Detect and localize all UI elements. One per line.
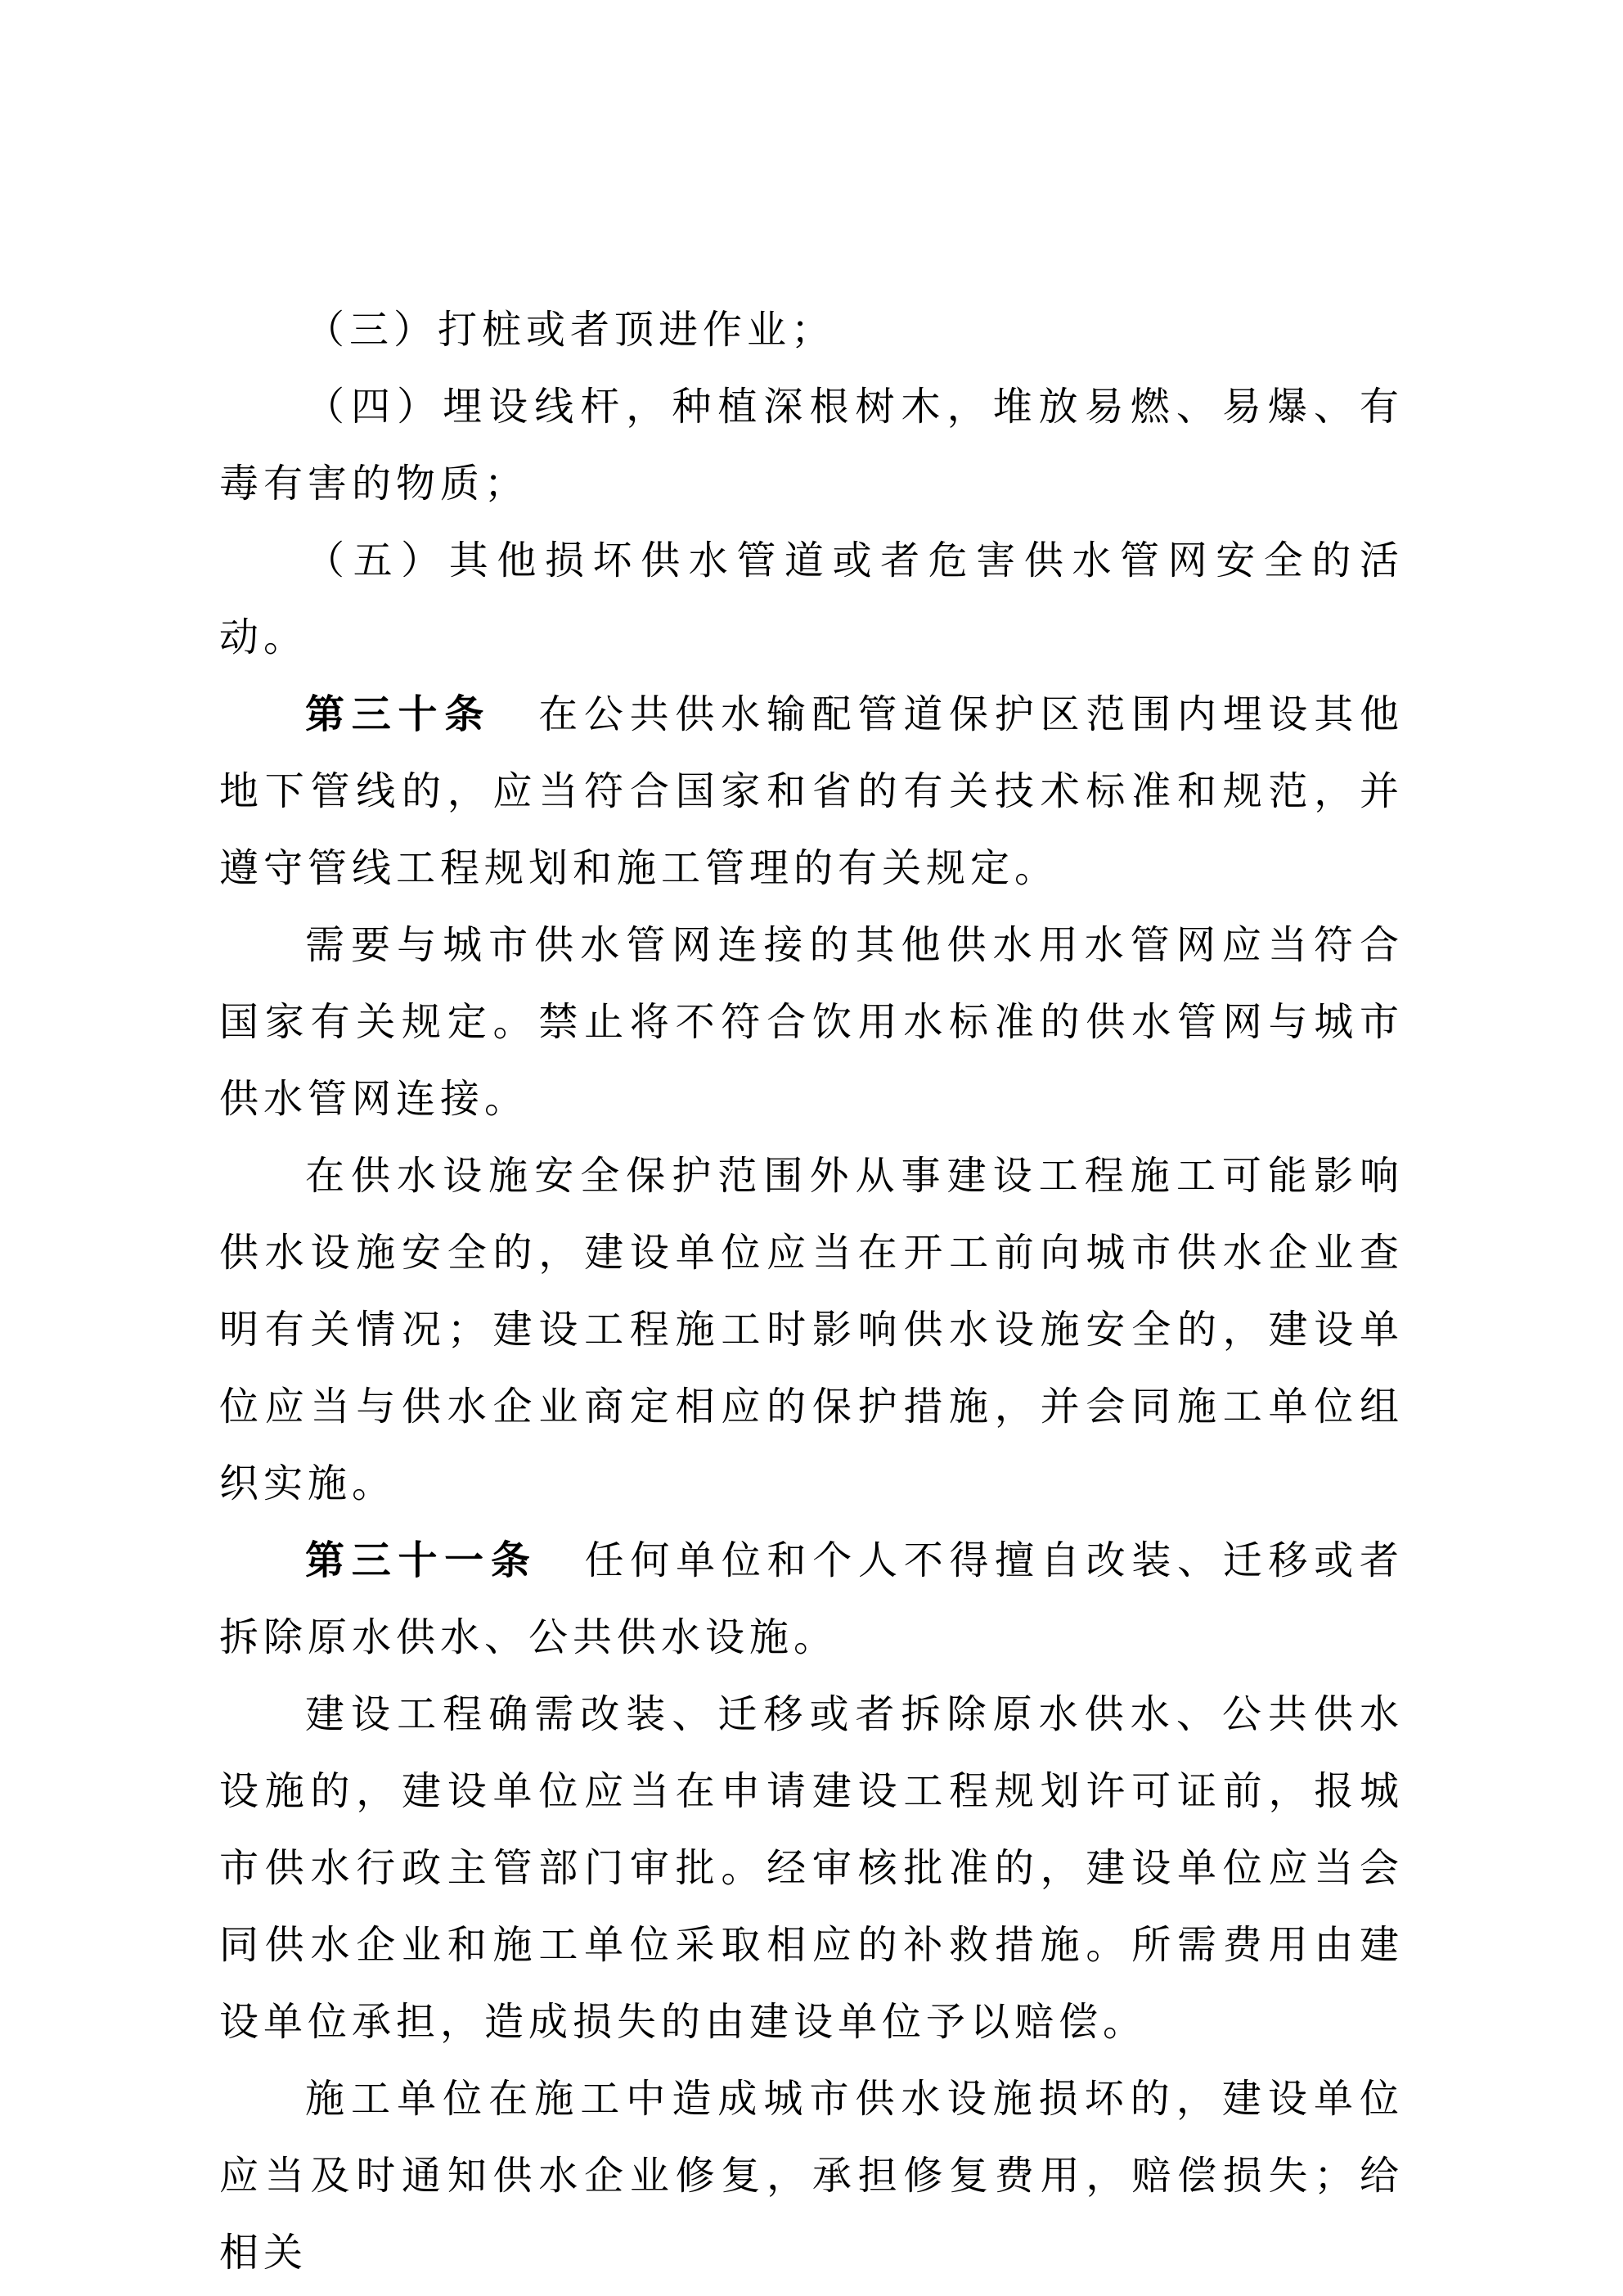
paragraph-text: 施工单位在施工中造成城市供水设施损坏的，建设单位应当及时通知供水企业修复，承担修复费用，赔偿损失；给相关: [219, 2078, 1404, 2275]
paragraph-text: （五）其他损坏供水管道或者危害供水管网安全的活动。: [219, 539, 1404, 660]
paragraph: [219, 369, 1404, 523]
article-number: 第三十条: [305, 693, 492, 736]
paragraph: [219, 292, 1404, 369]
paragraph: [219, 907, 1404, 1138]
paragraph-text: （三）打桩或者顶进作业；: [305, 308, 836, 352]
paragraph-text: 在供水设施安全保护范围外从事建设工程施工可能影响供水设施安全的，建设单位应当在开工前向城市供水企业查明有关情况；建设工程施工时影响供水设施安全的，建设单位应当与供水企业商定相应的保护措施，并会同施工单位组织实施。: [219, 1155, 1404, 1506]
article-paragraph: [219, 1523, 1404, 1677]
article-number: 第三十一条: [305, 1539, 537, 1582]
paragraph: [219, 523, 1404, 677]
paragraph: [219, 2061, 1404, 2292]
paragraph-text: 建设工程确需改装、迁移或者拆除原水供水、公共供水设施的，建设单位应当在申请建设工程规划许可证前，报城市供水行政主管部门审批。经审核批准的，建设单位应当会同供水企业和施工单位采取相应的补救措施。所需费用由建设单位承担，造成损失的由建设单位予以赔偿。: [219, 1693, 1404, 2044]
article-paragraph: [219, 677, 1404, 907]
paragraph: [219, 1138, 1404, 1523]
paragraph: [219, 1677, 1404, 2061]
paragraph-text: 在公共供水输配管道保护区范围内埋设其他地下管线的，应当符合国家和省的有关技术标准和规范，并遵守管线工程规划和施工管理的有关规定。: [219, 693, 1404, 890]
paragraph-text: （四）埋设线杆，种植深根树木，堆放易燃、易爆、有毒有害的物质；: [219, 385, 1404, 506]
paragraph-text: 任何单位和个人不得擅自改装、迁移或者拆除原水供水、公共供水设施。: [219, 1539, 1404, 1659]
text-block: [219, 292, 1404, 2292]
paragraph-text: 需要与城市供水管网连接的其他供水用水管网应当符合国家有关规定。禁止将不符合饮用水标准的供水管网与城市供水管网连接。: [219, 924, 1404, 1121]
